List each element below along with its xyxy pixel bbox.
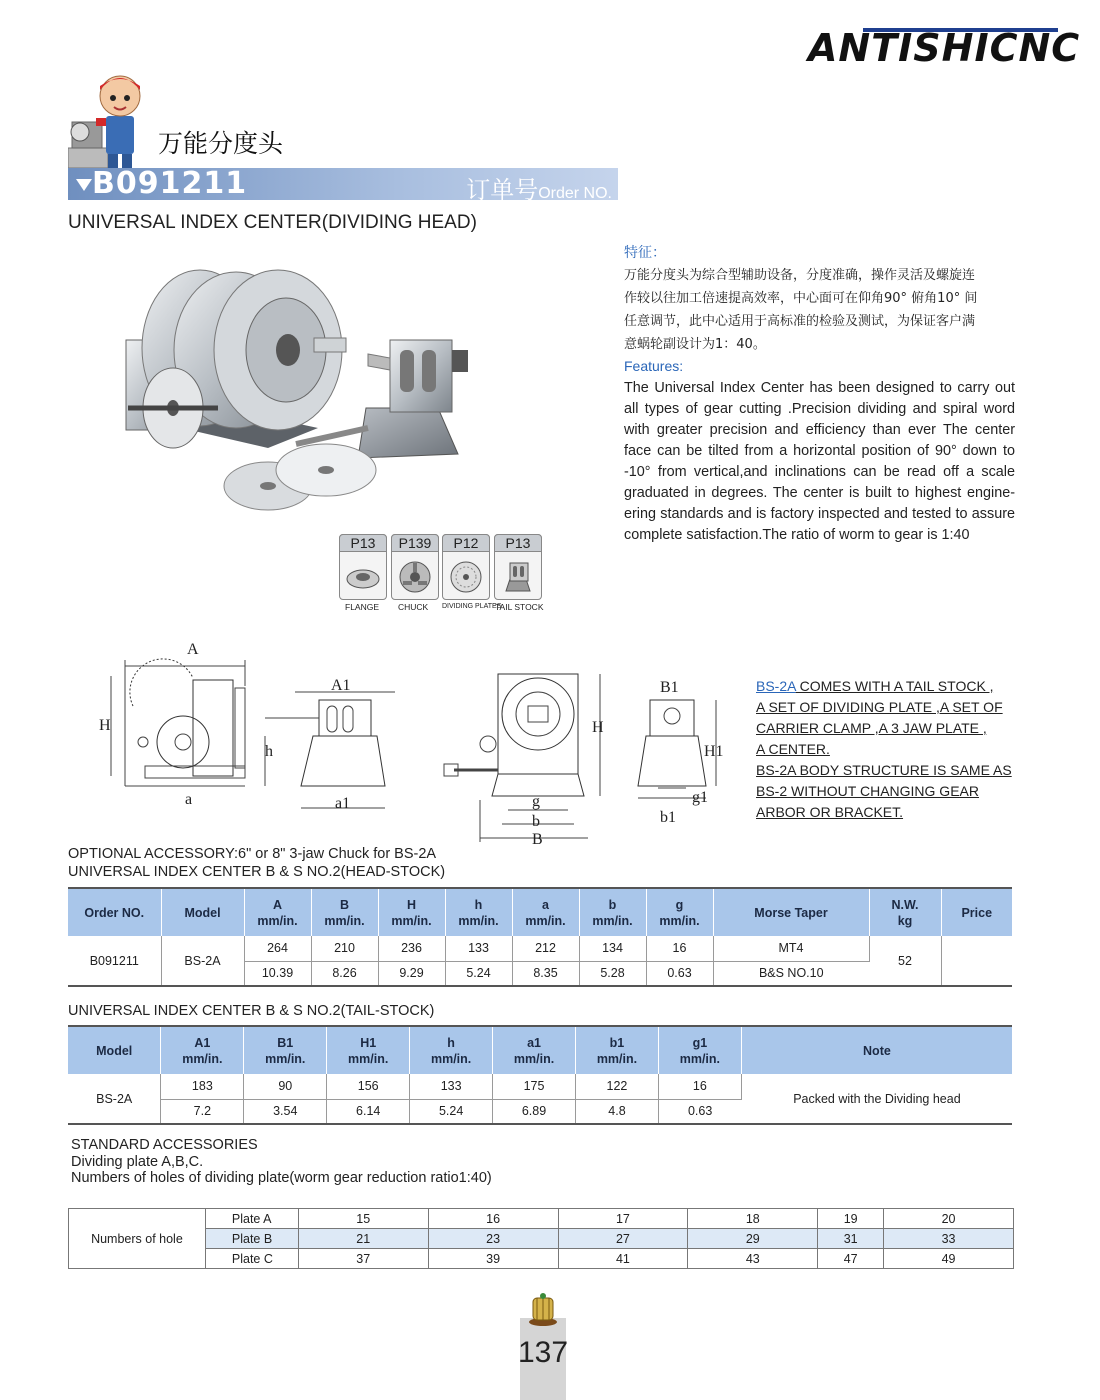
order-number-band bbox=[68, 166, 618, 204]
tail-stock-table bbox=[68, 1025, 1012, 1125]
accessory-tag: P13 bbox=[339, 534, 387, 552]
dim-label-b1: b1 bbox=[660, 809, 676, 826]
cell: 43 bbox=[688, 1249, 818, 1269]
cell: 5.24 bbox=[445, 961, 512, 986]
page-number: 137 bbox=[517, 1336, 569, 1369]
accessory-flange bbox=[339, 534, 387, 600]
cell: 9.29 bbox=[378, 961, 445, 986]
accessory-caption: CHUCK bbox=[398, 602, 429, 612]
side-view-drawing bbox=[95, 636, 395, 816]
dim-label-B1: B1 bbox=[660, 679, 679, 696]
cell: 133 bbox=[445, 936, 512, 961]
col-header: a1 mm/in. bbox=[493, 1026, 576, 1074]
flange-icon bbox=[345, 557, 381, 595]
note-line-text: ARBOR OR BRACKET. bbox=[756, 804, 904, 820]
cn-feature-line: 万能分度头为综合型辅助设备，分度准确，操作灵活及螺旋连 bbox=[624, 268, 976, 283]
cell: 8.26 bbox=[311, 961, 378, 986]
cell: 6.14 bbox=[327, 1099, 410, 1124]
cn-feature-line: 作较以往加工倍速提高效率，中心面可在仰角90° 俯角10° 间 bbox=[624, 291, 978, 306]
cn-features-heading: 特征： bbox=[624, 245, 666, 261]
accessory-dividing-plates bbox=[442, 534, 490, 600]
cell: 39 bbox=[428, 1249, 558, 1269]
optional-accessory: OPTIONAL ACCESSORY:6" or 8" 3-jaw Chuck for BS-2A bbox=[68, 846, 437, 862]
col-header: N.W. kg bbox=[869, 888, 941, 936]
accessory-tail-stock bbox=[494, 534, 542, 600]
cell: 18 bbox=[688, 1209, 818, 1229]
accessory-chuck bbox=[391, 534, 439, 600]
cell: 90 bbox=[244, 1074, 327, 1099]
cell: 210 bbox=[311, 936, 378, 961]
order-label bbox=[466, 170, 612, 205]
dim-label-g: g bbox=[532, 793, 540, 810]
cell: 20 bbox=[884, 1209, 1014, 1229]
note-line-text: CARRIER CLAMP ,A 3 JAW PLATE , bbox=[756, 720, 987, 736]
dim-label-a1: a1 bbox=[335, 795, 351, 812]
order-label-en: Order NO. bbox=[538, 185, 612, 202]
cell: 17 bbox=[558, 1209, 688, 1229]
cell: 23 bbox=[428, 1229, 558, 1249]
cell: 134 bbox=[579, 936, 646, 961]
accessory-tag: P12 bbox=[442, 534, 490, 552]
cell: 29 bbox=[688, 1229, 818, 1249]
dim-label-H-front: H bbox=[592, 719, 604, 736]
table-row bbox=[68, 936, 1012, 961]
col-header: A mm/in. bbox=[244, 888, 311, 936]
col-header: Order NO. bbox=[68, 888, 161, 936]
col-header: g1 mm/in. bbox=[658, 1026, 741, 1074]
accessory-caption: DIVIDING PLATES bbox=[442, 603, 502, 610]
col-header: A1 mm/in. bbox=[161, 1026, 244, 1074]
col-header: H1 mm/in. bbox=[327, 1026, 410, 1074]
col-header: a mm/in. bbox=[512, 888, 579, 936]
note-line-text: A SET OF DIVIDING PLATE ,A SET OF bbox=[756, 699, 1003, 715]
cell: 156 bbox=[327, 1074, 410, 1099]
cell: 41 bbox=[558, 1249, 688, 1269]
product-photo bbox=[118, 258, 508, 518]
cell: 33 bbox=[884, 1229, 1014, 1249]
cell: 0.63 bbox=[646, 961, 713, 986]
dim-label-H1: H1 bbox=[704, 743, 724, 760]
note-line bbox=[756, 718, 1021, 739]
tail-table-title: UNIVERSAL INDEX CENTER B & S NO.2(TAIL-STOCK) bbox=[68, 1003, 435, 1019]
cell: 49 bbox=[884, 1249, 1014, 1269]
en-features-text: The Universal Index Center has been designed to carry out all types of gear cutting .Precision dividing and spiral word with greater precision and efficiency than ever The center face can be tilted from a horizontal position of 90° down to -10° from vertical,and inclinations can be read off a scale graduated in degrees. The center is built to highest engine-ering standards and is factory inspected and tested to assure complete satisfaction.The ratio of worm to gear is 1:40 bbox=[624, 380, 1015, 543]
dim-label-H: H bbox=[99, 717, 111, 734]
plate-name: Plate B bbox=[205, 1229, 298, 1249]
cell-nw: 52 bbox=[869, 936, 941, 986]
accessory-caption: TAIL STOCK bbox=[495, 602, 544, 612]
cell-price bbox=[941, 936, 1012, 986]
bs2a-notes bbox=[756, 676, 1021, 823]
col-header: B1 mm/in. bbox=[244, 1026, 327, 1074]
dim-label-A1: A1 bbox=[331, 677, 351, 694]
dividing-plate-holes-table bbox=[68, 1208, 1014, 1269]
order-number: B091211 bbox=[92, 166, 248, 201]
note-line-text: BS-2 WITHOUT CHANGING GEAR bbox=[756, 783, 979, 799]
note-line bbox=[756, 739, 1021, 760]
table-row bbox=[69, 1229, 1014, 1249]
plate-name: Plate C bbox=[205, 1249, 298, 1269]
triangle-down-icon bbox=[76, 179, 92, 191]
cell-order-no: B091211 bbox=[68, 936, 161, 986]
col-header: H mm/in. bbox=[378, 888, 445, 936]
cn-feature-line: 任意调节，此中心适用于高标准的检验及测试，为保证客户满 bbox=[624, 314, 976, 329]
col-header: Price bbox=[941, 888, 1012, 936]
col-header: b mm/in. bbox=[579, 888, 646, 936]
order-label-cn: 订单号 bbox=[466, 176, 539, 204]
dim-label-B: B bbox=[532, 831, 543, 848]
dim-label-A: A bbox=[187, 641, 199, 658]
cell: MT4 bbox=[713, 936, 869, 961]
cell: 8.35 bbox=[512, 961, 579, 986]
cell: 4.8 bbox=[576, 1099, 659, 1124]
col-header: Morse Taper bbox=[713, 888, 869, 936]
cell: 236 bbox=[378, 936, 445, 961]
col-header: g mm/in. bbox=[646, 888, 713, 936]
cell: 0.63 bbox=[658, 1099, 741, 1124]
cell: 212 bbox=[512, 936, 579, 961]
col-header: b1 mm/in. bbox=[576, 1026, 659, 1074]
note-line-rest: COMES WITH A TAIL STOCK , bbox=[795, 678, 994, 694]
standard-accessories-title: STANDARD ACCESSORIES bbox=[71, 1137, 258, 1153]
chuck-icon bbox=[397, 557, 433, 595]
table-row bbox=[68, 1074, 1012, 1099]
cell: 31 bbox=[818, 1229, 884, 1249]
cell: 16 bbox=[428, 1209, 558, 1229]
tail-stock-icon bbox=[500, 557, 536, 595]
chinese-title: 万能分度头 bbox=[158, 129, 284, 158]
mascot-small-icon bbox=[527, 1292, 559, 1328]
dim-label-g1: g1 bbox=[692, 789, 708, 806]
en-features-heading: Features: bbox=[624, 358, 684, 374]
brand-logo bbox=[808, 22, 1081, 72]
logo-text: ANTISHICNC bbox=[808, 26, 1081, 70]
plate-name: Plate A bbox=[205, 1209, 298, 1229]
cell: 16 bbox=[658, 1074, 741, 1099]
cell: 7.2 bbox=[161, 1099, 244, 1124]
cell: 122 bbox=[576, 1074, 659, 1099]
cell: 10.39 bbox=[244, 961, 311, 986]
cell: 37 bbox=[298, 1249, 428, 1269]
note-line bbox=[756, 697, 1021, 718]
english-title: UNIVERSAL INDEX CENTER(DIVIDING HEAD) bbox=[68, 212, 477, 233]
head-stock-table bbox=[68, 887, 1012, 987]
cell: 264 bbox=[244, 936, 311, 961]
col-header: h mm/in. bbox=[410, 1026, 493, 1074]
front-view-drawing bbox=[440, 660, 725, 850]
note-line bbox=[756, 802, 1021, 823]
cell: 133 bbox=[410, 1074, 493, 1099]
cell: B&S NO.10 bbox=[713, 961, 869, 986]
cell: 27 bbox=[558, 1229, 688, 1249]
cell-note: Packed with the Dividing head bbox=[741, 1074, 1012, 1124]
cell: 183 bbox=[161, 1074, 244, 1099]
cell: 21 bbox=[298, 1229, 428, 1249]
cell: 19 bbox=[818, 1209, 884, 1229]
col-header: Model bbox=[68, 1026, 161, 1074]
cell: 5.24 bbox=[410, 1099, 493, 1124]
accessory-tag: P13 bbox=[494, 534, 542, 552]
cell: 47 bbox=[818, 1249, 884, 1269]
cn-features-text bbox=[624, 264, 1009, 356]
cell: 6.89 bbox=[493, 1099, 576, 1124]
head-table-title: UNIVERSAL INDEX CENTER B & S NO.2(HEAD-STOCK) bbox=[68, 864, 446, 880]
dim-label-h: h bbox=[265, 743, 273, 760]
standard-accessories-line: Numbers of holes of dividing plate(worm gear reduction ratio1:40) bbox=[71, 1170, 492, 1186]
cell-model: BS-2A bbox=[68, 1074, 161, 1124]
table-header-row bbox=[68, 888, 1012, 936]
dim-label-b: b bbox=[532, 813, 540, 830]
table-row bbox=[69, 1249, 1014, 1269]
col-header: Note bbox=[741, 1026, 1012, 1074]
note-line bbox=[756, 781, 1021, 802]
dim-label-a: a bbox=[185, 791, 193, 808]
cell: 175 bbox=[493, 1074, 576, 1099]
mascot-illustration bbox=[68, 70, 148, 170]
model-reference-link[interactable]: BS-2A bbox=[756, 678, 796, 694]
col-header: h mm/in. bbox=[445, 888, 512, 936]
accessory-tag: P139 bbox=[391, 534, 439, 552]
note-line bbox=[756, 676, 1021, 697]
col-header: Model bbox=[161, 888, 244, 936]
standard-accessories-line: Dividing plate A,B,C. bbox=[71, 1154, 204, 1170]
cell: 15 bbox=[298, 1209, 428, 1229]
cell: 5.28 bbox=[579, 961, 646, 986]
dividing-plates-icon bbox=[448, 557, 484, 595]
note-line-text: BS-2A BODY STRUCTURE IS SAME AS bbox=[756, 762, 1012, 778]
accessory-caption: FLANGE bbox=[345, 602, 380, 612]
col-header: B mm/in. bbox=[311, 888, 378, 936]
note-line-text: A CENTER. bbox=[756, 741, 830, 757]
holes-row-label: Numbers of hole bbox=[69, 1209, 206, 1269]
cell: 16 bbox=[646, 936, 713, 961]
table-row bbox=[69, 1209, 1014, 1229]
table-header-row bbox=[68, 1026, 1012, 1074]
cell: 3.54 bbox=[244, 1099, 327, 1124]
note-line bbox=[756, 760, 1021, 781]
cn-feature-line: 意蜗轮副设计为1：40。 bbox=[624, 337, 766, 352]
cell-model: BS-2A bbox=[161, 936, 244, 986]
